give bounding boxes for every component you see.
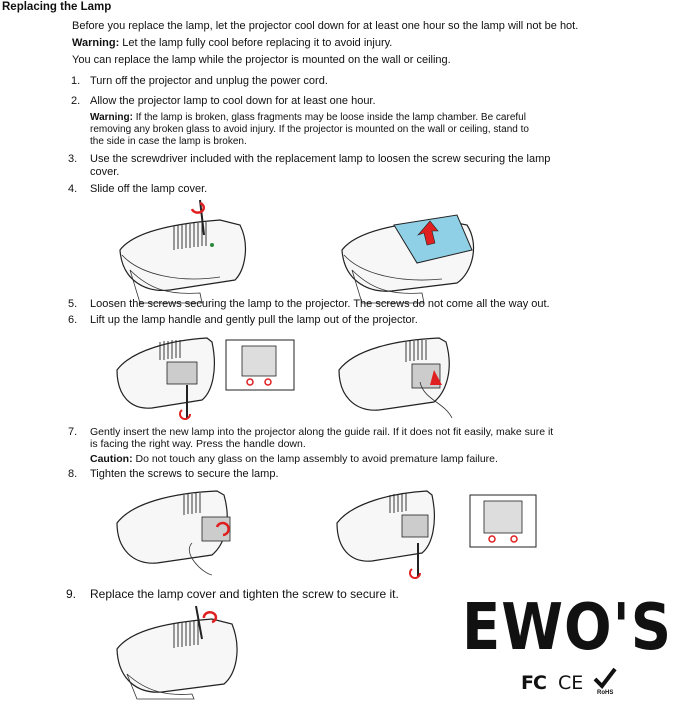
figure-loosen-lamp-screws: [112, 330, 302, 425]
figure-remove-cover-screw: [110, 195, 270, 305]
step-9-text: Replace the lamp cover and tighten the screw to secure it.: [90, 587, 399, 601]
step-8-number: 8.: [68, 468, 78, 480]
step-2-number: 2.: [71, 95, 81, 107]
step-6-text: Lift up the lamp handle and gently pull the lamp out of the projector.: [90, 314, 418, 326]
caution-note: [90, 453, 498, 466]
step-7-text-1: Gently insert the new lamp into the projector along the guide rail. If it does not fit easily, make sure it: [90, 426, 554, 438]
warning-line-1: [90, 112, 526, 124]
warning-line-3: the side in case the lamp is broken.: [90, 136, 247, 147]
step-1-number: 1.: [71, 75, 81, 87]
step-5-text: Loosen the screws securing the lamp to the projector. The screws do not come all the way out.: [90, 298, 550, 310]
intro-warning: [72, 37, 392, 50]
figure-replace-cover: [112, 604, 262, 699]
figure-pull-lamp-out: [334, 330, 474, 425]
warning-text-1: If the lamp is broken, glass fragments may be loose inside the lamp chamber. Be careful: [132, 112, 526, 123]
caution-label: Caution:: [90, 453, 133, 465]
step-8-text: Tighten the screws to secure the lamp.: [90, 468, 279, 480]
intro-line-3: You can replace the lamp while the projector is mounted on the wall or ceiling.: [72, 54, 451, 66]
rohs-mark: RoHS: [597, 690, 614, 696]
step-3-text-1: Use the screwdriver included with the replacement lamp to loosen the screw securing the lamp: [90, 153, 551, 165]
fcc-mark: FC: [521, 672, 546, 694]
figure-insert-new-lamp: [112, 483, 252, 578]
warning-line-2: removing any broken glass to avoid injury. If the projector is mounted on the wall or ceiling, stand to: [90, 124, 529, 135]
step-1-text: Turn off the projector and unplug the power cord.: [90, 75, 328, 87]
step-9-number: 9.: [66, 587, 77, 601]
warning-label: Warning:: [90, 112, 133, 123]
step-7-text-2: is facing the right way. Press the handle down.: [90, 438, 306, 450]
intro-warning-label: Warning:: [72, 37, 120, 49]
intro-warning-text: Let the lamp fully cool before replacing it to avoid injury.: [119, 37, 393, 49]
step-5-number: 5.: [68, 298, 78, 310]
ce-mark: CE: [558, 672, 584, 694]
step-7-number: 7.: [68, 426, 78, 438]
step-2-text: Allow the projector lamp to cool down for at least one hour.: [90, 95, 376, 107]
rohs-check-icon: [594, 668, 616, 690]
step-3-text-2: cover.: [90, 166, 120, 178]
intro-line-1: Before you replace the lamp, let the projector cool down for at least one hour so the lamp will not be hot.: [72, 20, 579, 32]
step-6-number: 6.: [68, 314, 78, 326]
step-4-text: Slide off the lamp cover.: [90, 183, 208, 195]
page-title: Replacing the Lamp: [2, 1, 112, 13]
step-4-number: 4.: [68, 183, 78, 195]
figure-slide-off-cover: [332, 195, 492, 305]
step-3-number: 3.: [68, 153, 78, 165]
brand-logo: EWO'S: [462, 590, 673, 665]
caution-text: Do not touch any glass on the lamp assembly to avoid premature lamp failure.: [132, 453, 498, 465]
figure-tighten-lamp-screws: [332, 483, 552, 578]
